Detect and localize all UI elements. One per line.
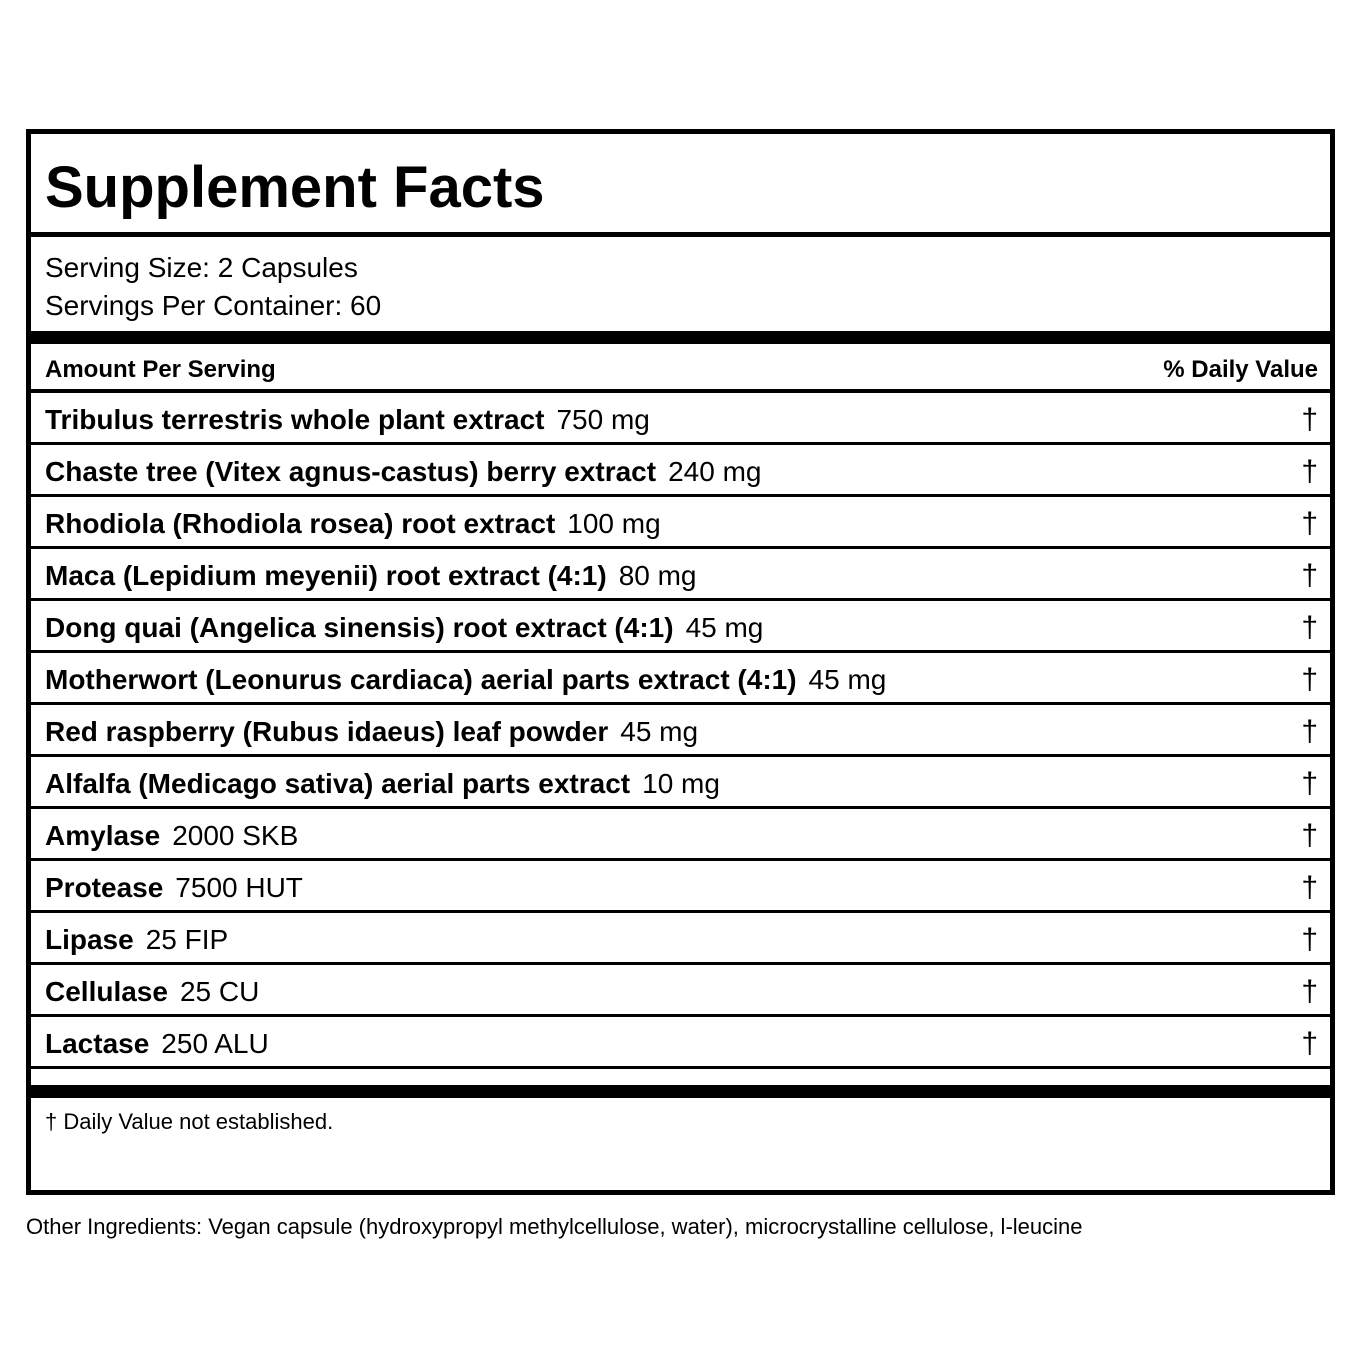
servings-per-container: Servings Per Container: 60 bbox=[45, 290, 382, 321]
daily-value-dagger: † bbox=[1301, 663, 1318, 696]
daily-value-dagger: † bbox=[1301, 975, 1318, 1008]
ingredient-amount: 2000 SKB bbox=[172, 820, 299, 851]
ingredient-amount: 45 mg bbox=[620, 716, 699, 747]
ingredient-amount: 240 mg bbox=[668, 456, 762, 487]
ingredient-name: Alfalfa (Medicago sativa) aerial parts extract bbox=[45, 768, 631, 799]
ingredient-name: Motherwort (Leonurus cardiaca) aerial parts extract (4:1) bbox=[45, 664, 797, 695]
ingredient-amount: 750 mg bbox=[556, 404, 650, 435]
ingredient-amount: 80 mg bbox=[618, 560, 697, 591]
ingredient-name: Maca (Lepidium meyenii) root extract (4:1) bbox=[45, 560, 607, 591]
divider-title bbox=[31, 232, 1330, 237]
daily-value-dagger: † bbox=[1301, 715, 1318, 748]
panel-title: Supplement Facts bbox=[45, 155, 545, 220]
ingredient-name: Protease bbox=[45, 872, 164, 903]
ingredient-name: Red raspberry (Rubus idaeus) leaf powder bbox=[45, 716, 609, 747]
ingredient-row bbox=[31, 549, 1330, 601]
daily-value-dagger: † bbox=[1301, 403, 1318, 436]
daily-value-dagger: † bbox=[1301, 1027, 1318, 1060]
ingredient-row bbox=[31, 393, 1330, 445]
ingredient-row bbox=[31, 705, 1330, 757]
divider-thick-bottom bbox=[31, 1085, 1330, 1098]
ingredient-amount: 7500 HUT bbox=[175, 872, 303, 903]
amount-per-serving-header: Amount Per Serving bbox=[45, 356, 276, 383]
ingredient-amount: 100 mg bbox=[567, 508, 661, 539]
serving-size: Serving Size: 2 Capsules bbox=[45, 252, 358, 283]
ingredient-row bbox=[31, 653, 1330, 705]
ingredient-row bbox=[31, 1017, 1330, 1069]
supplement-facts-panel bbox=[26, 129, 1335, 1195]
ingredient-row bbox=[31, 965, 1330, 1017]
ingredient-name: Lactase bbox=[45, 1028, 150, 1059]
ingredient-amount: 25 FIP bbox=[145, 924, 229, 955]
ingredient-row bbox=[31, 601, 1330, 653]
ingredient-row bbox=[31, 757, 1330, 809]
ingredient-name: Lipase bbox=[45, 924, 134, 955]
daily-value-footnote: † Daily Value not established. bbox=[45, 1109, 334, 1134]
ingredient-row bbox=[31, 913, 1330, 965]
ingredient-name: Rhodiola (Rhodiola rosea) root extract bbox=[45, 508, 556, 539]
ingredient-row bbox=[31, 445, 1330, 497]
ingredient-name: Tribulus terrestris whole plant extract bbox=[45, 404, 545, 435]
ingredient-amount: 45 mg bbox=[685, 612, 764, 643]
ingredient-name: Dong quai (Angelica sinensis) root extract (4:1) bbox=[45, 612, 674, 643]
ingredient-name: Chaste tree (Vitex agnus-castus) berry extract bbox=[45, 456, 657, 487]
daily-value-header: % Daily Value bbox=[1163, 356, 1318, 383]
ingredient-amount: 45 mg bbox=[808, 664, 887, 695]
daily-value-dagger: † bbox=[1301, 455, 1318, 488]
ingredient-row bbox=[31, 861, 1330, 913]
divider-thick-top bbox=[31, 331, 1330, 344]
ingredient-row bbox=[31, 497, 1330, 549]
ingredient-name: Cellulase bbox=[45, 976, 168, 1007]
daily-value-dagger: † bbox=[1301, 819, 1318, 852]
daily-value-dagger: † bbox=[1301, 923, 1318, 956]
ingredient-list bbox=[31, 393, 1330, 1069]
ingredient-row bbox=[31, 809, 1330, 861]
daily-value-dagger: † bbox=[1301, 559, 1318, 592]
ingredient-amount: 10 mg bbox=[642, 768, 720, 799]
daily-value-dagger: † bbox=[1301, 507, 1318, 540]
ingredient-name: Amylase bbox=[45, 820, 161, 851]
ingredient-amount: 250 ALU bbox=[161, 1028, 269, 1059]
ingredient-amount: 25 CU bbox=[179, 976, 260, 1007]
daily-value-dagger: † bbox=[1301, 611, 1318, 644]
daily-value-dagger: † bbox=[1301, 767, 1318, 800]
daily-value-dagger: † bbox=[1301, 871, 1318, 904]
other-ingredients: Other Ingredients: Vegan capsule (hydroxypropyl methylcellulose, water), microcrystalline cellulose, l-leucine bbox=[26, 1214, 1083, 1239]
